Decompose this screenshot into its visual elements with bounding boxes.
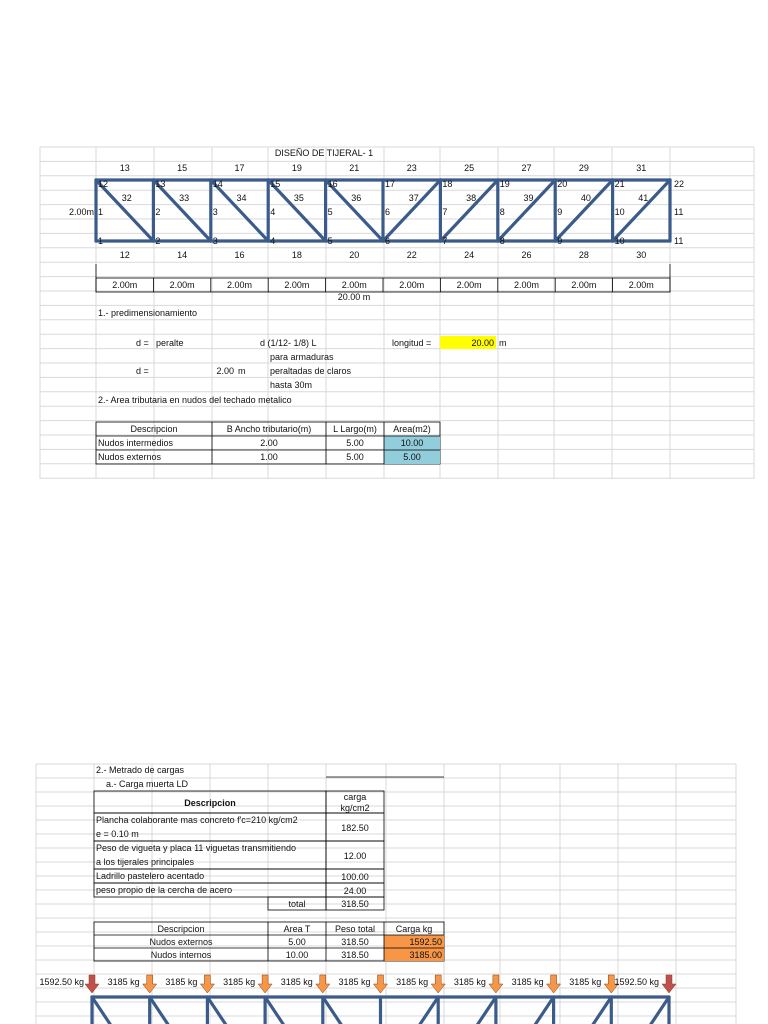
- note-line-2: peraltadas de claros: [270, 366, 352, 376]
- top-node-label: 12: [98, 179, 109, 189]
- dl-row-value: 182.50: [341, 823, 369, 833]
- span-value: 2.00m: [341, 280, 367, 290]
- trib-cell: 1.00: [260, 452, 278, 462]
- bottom-member-label: 18: [291, 250, 302, 260]
- truss-diagram: [96, 180, 670, 241]
- bottom-node-label: 9: [557, 236, 563, 246]
- trib-header: L Largo(m): [333, 424, 377, 434]
- span-value: 2.00m: [112, 280, 138, 290]
- top-node-label: 21: [614, 179, 625, 189]
- ld-cell: 3185.00: [409, 950, 442, 960]
- truss-member: [532, 997, 554, 1024]
- diagonal-member-label: 39: [523, 193, 534, 203]
- truss-member: [647, 997, 669, 1024]
- ld-header: Descripcion: [157, 924, 205, 934]
- load-arrow: [547, 975, 561, 993]
- bottom-node-label: 3: [212, 236, 218, 246]
- span-value: 2.00m: [169, 280, 195, 290]
- section-predimensionamiento: 1.- predimensionamiento: [98, 308, 198, 318]
- dl-row-desc-2: a los tijerales principales: [96, 857, 195, 867]
- bottom-member-label: 26: [521, 250, 532, 260]
- bottom-node-label: 4: [270, 236, 276, 246]
- diagonal-member-label: 37: [408, 193, 419, 203]
- bottom-node-label: 1: [98, 236, 104, 246]
- d-value: 2.00: [216, 366, 234, 376]
- truss-member: [589, 997, 611, 1024]
- truss-member: [268, 180, 325, 241]
- diagonal-member-label: 33: [179, 193, 190, 203]
- bottom-member-label: 12: [119, 250, 130, 260]
- bottom-node-label: 2: [155, 236, 161, 246]
- longitud-unit: m: [499, 338, 507, 348]
- note-line-3: hasta 30m: [270, 380, 313, 390]
- trib-header: B Ancho tributario(m): [226, 424, 312, 434]
- load-value: 3185 kg: [453, 977, 486, 987]
- bottom-member-label: 22: [406, 250, 417, 260]
- truss-labels: [69, 163, 684, 260]
- note-line-1: para armaduras: [270, 352, 334, 362]
- top-node-label: 22: [674, 179, 685, 189]
- dead-load-table: [94, 791, 384, 910]
- bottom-member-label: 28: [578, 250, 589, 260]
- height-label: 2.00m: [68, 207, 94, 217]
- longitud-value: 20.00: [471, 338, 494, 348]
- bottom-node-label: 8: [499, 236, 505, 246]
- mid-node-label: 6: [385, 207, 391, 217]
- load-arrow: [258, 975, 272, 993]
- dead-load-subtitle: a.- Carga muerta LD: [106, 779, 189, 789]
- load-arrow: [662, 975, 676, 993]
- truss-member: [153, 180, 210, 241]
- top-member-label: 23: [406, 163, 417, 173]
- span-value: 2.00m: [456, 280, 482, 290]
- truss-member: [555, 180, 612, 241]
- mid-node-label: 2: [155, 207, 161, 217]
- total-span: 20.00 m: [337, 292, 371, 302]
- node-load-table: [94, 922, 444, 961]
- diagonal-member-label: 32: [121, 193, 132, 203]
- dl-row-desc: Peso de vigueta y placa 11 viguetas transmitiendo: [96, 843, 296, 853]
- load-arrow: [431, 975, 445, 993]
- trib-cell: 2.00: [260, 438, 278, 448]
- trib-header: Area(m2): [393, 424, 431, 434]
- dl-row-desc: Ladrillo pastelero acentado: [96, 871, 205, 881]
- trib-cell: 10.00: [400, 438, 424, 448]
- dl-header-carga: carga: [343, 792, 367, 802]
- tributary-area-table: [96, 422, 440, 464]
- truss-member: [92, 997, 114, 1024]
- trib-cell: Nudos externos: [98, 452, 162, 462]
- ld-cell: Nudos internos: [150, 950, 212, 960]
- top-node-label: 18: [442, 179, 453, 189]
- dl-row-desc: peso propio de la cercha de acero: [96, 885, 233, 895]
- truss-diagram-partial: [92, 997, 669, 1024]
- truss-member: [498, 180, 555, 241]
- ld-cell: 318.50: [341, 950, 369, 960]
- load-value: 3185 kg: [511, 977, 544, 987]
- span-value: 2.00m: [226, 280, 253, 290]
- ld-cell: 1592.50: [409, 937, 442, 947]
- truss-member: [416, 997, 438, 1024]
- bottom-node-label: 5: [327, 236, 333, 246]
- top-member-label: 31: [636, 163, 647, 173]
- bottom-member-label: 20: [349, 250, 360, 260]
- load-value: 1592.50 kg: [614, 977, 659, 987]
- sheet2-title: 2.- Metrado de cargas: [96, 765, 185, 775]
- dl-row-value: 12.00: [343, 851, 367, 861]
- load-value: 3185 kg: [107, 977, 140, 987]
- span-value: 2.00m: [571, 280, 597, 290]
- bottom-member-label: 14: [177, 250, 188, 260]
- truss-member: [207, 997, 229, 1024]
- top-member-label: 13: [119, 163, 130, 173]
- ld-cell: 5.00: [288, 937, 306, 947]
- total-value: 318.50: [341, 899, 369, 909]
- top-member-label: 27: [521, 163, 532, 173]
- ld-cell: 10.00: [285, 950, 309, 960]
- load-value: 3185 kg: [338, 977, 371, 987]
- mid-node-label: 7: [442, 207, 448, 217]
- ld-cell: Nudos externos: [149, 937, 213, 947]
- mid-node-label: 4: [270, 207, 276, 217]
- top-member-label: 15: [177, 163, 188, 173]
- span-value: 2.00m: [628, 280, 654, 290]
- longitud-label: longitud =: [392, 338, 432, 348]
- ld-header: Area T: [283, 924, 311, 934]
- bottom-node-label: 10: [614, 236, 625, 246]
- span-value: 2.00m: [284, 280, 310, 290]
- mid-node-label: 3: [212, 207, 218, 217]
- d-label-2: d =: [136, 366, 149, 376]
- load-arrow: [316, 975, 330, 993]
- truss-member: [440, 180, 497, 241]
- mid-node-label: 9: [557, 207, 563, 217]
- trib-header: Descripcion: [130, 424, 178, 434]
- trib-cell: 5.00: [346, 438, 364, 448]
- load-value: 1592.50 kg: [39, 977, 84, 987]
- load-value: 3185 kg: [569, 977, 602, 987]
- top-member-label: 25: [464, 163, 475, 173]
- load-arrow: [143, 975, 157, 993]
- diagonal-member-label: 38: [466, 193, 477, 203]
- diagonal-member-label: 36: [351, 193, 362, 203]
- top-member-label: 21: [349, 163, 360, 173]
- truss-member: [211, 180, 268, 241]
- top-node-label: 19: [499, 179, 510, 189]
- span-value: 2.00m: [513, 280, 540, 290]
- d-unit: m: [238, 366, 246, 376]
- bottom-node-label: 11: [674, 236, 684, 246]
- ld-header: Peso total: [334, 924, 376, 934]
- truss-member: [326, 180, 383, 241]
- top-node-label: 13: [155, 179, 166, 189]
- truss-member: [96, 180, 153, 241]
- load-value: 3185 kg: [165, 977, 198, 987]
- truss-member: [150, 997, 172, 1024]
- mid-node-label: 11: [674, 207, 684, 217]
- diagonal-member-label: 34: [236, 193, 247, 203]
- dl-header-carga-unit: kg/cm2: [340, 803, 370, 813]
- mid-node-label: 8: [499, 207, 505, 217]
- trib-cell: 5.00: [403, 452, 421, 462]
- sheet1-title: DISEÑO DE TIJERAL- 1: [274, 148, 374, 158]
- dl-row-value: 24.00: [343, 886, 367, 896]
- bottom-member-label: 16: [234, 250, 245, 260]
- span-value: 2.00m: [399, 280, 425, 290]
- top-member-label: 29: [578, 163, 589, 173]
- bottom-member-label: 24: [464, 250, 475, 260]
- formula: d (1/12- 1/8) L: [260, 338, 317, 348]
- load-arrow: [85, 975, 99, 993]
- section-area-tributaria: 2.- Area tributaria en nudos del techado metalico: [98, 395, 292, 405]
- span-dimensions: [96, 264, 670, 292]
- load-value: 3185 kg: [280, 977, 313, 987]
- dl-header-desc: Descripcion: [184, 798, 236, 808]
- top-member-label: 17: [234, 163, 245, 173]
- dl-row-value: 100.00: [341, 872, 369, 882]
- bottom-node-label: 6: [385, 236, 391, 246]
- diagonal-member-label: 41: [638, 193, 649, 203]
- load-arrows: [39, 975, 676, 993]
- top-node-label: 16: [327, 179, 338, 189]
- diagonal-member-label: 40: [580, 193, 591, 203]
- load-value: 3185 kg: [223, 977, 256, 987]
- bottom-node-label: 7: [442, 236, 448, 246]
- load-arrow: [374, 975, 388, 993]
- dl-row-desc: Plancha colaborante mas concreto f'c=210 kg/cm2: [96, 815, 298, 825]
- bottom-member-label: 30: [636, 250, 647, 260]
- ld-header: Carga kg: [395, 924, 433, 934]
- d-description: peralte: [156, 338, 184, 348]
- diagonal-member-label: 35: [293, 193, 304, 203]
- mid-node-label: 5: [327, 207, 333, 217]
- top-node-label: 14: [212, 179, 223, 189]
- load-arrow: [489, 975, 503, 993]
- truss-member: [383, 180, 440, 241]
- trib-cell: 5.00: [346, 452, 364, 462]
- d-label: d =: [136, 338, 149, 348]
- top-node-label: 20: [557, 179, 568, 189]
- total-label: total: [288, 899, 306, 909]
- trib-cell: Nudos intermedios: [98, 438, 174, 448]
- ld-cell: 318.50: [341, 937, 369, 947]
- top-node-label: 15: [270, 179, 281, 189]
- mid-node-label: 1: [98, 207, 104, 217]
- load-value: 3185 kg: [396, 977, 429, 987]
- dl-row-desc-2: e = 0.10 m: [96, 829, 139, 839]
- truss-member: [474, 997, 496, 1024]
- load-arrow: [200, 975, 214, 993]
- top-member-label: 19: [291, 163, 302, 173]
- top-node-label: 17: [385, 179, 396, 189]
- mid-node-label: 10: [614, 207, 625, 217]
